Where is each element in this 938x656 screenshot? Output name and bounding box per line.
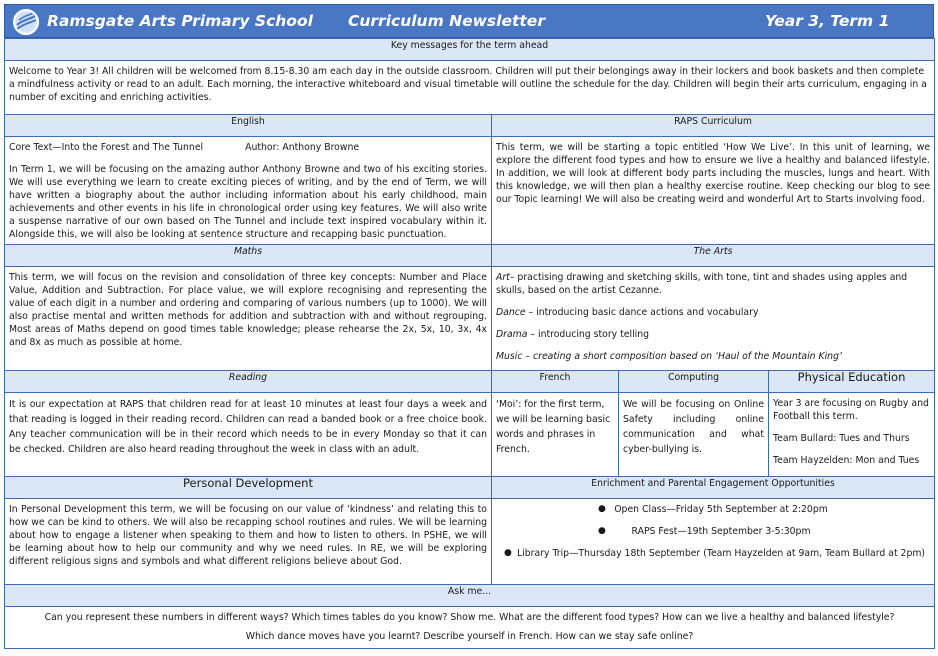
- year-term: Year 3, Term 1: [765, 12, 890, 30]
- maths-body: [5, 267, 492, 371]
- enrichment-heading: Enrichment and Parental Engagement Opportunities: [492, 477, 935, 499]
- enrichment-item-text: Library Trip—Thursday 18th September (Team Hayzelden at 9am, Team Bullard at 2pm): [516, 548, 926, 559]
- pe-heading: Physical Education: [769, 371, 935, 393]
- arts-art-text: – practising drawing and sketching skills, with tone, tint and shades using apples and skulls, based on the artist Cezanne.: [496, 272, 908, 296]
- enrichment-list: [504, 503, 930, 560]
- ask-me-body: [5, 607, 935, 649]
- enrichment-item-text: Open Class—Friday 5th September at 2:20pm: [614, 504, 828, 515]
- key-messages-heading: Key messages for the term ahead: [5, 39, 935, 61]
- bullet-icon: ●: [598, 504, 606, 514]
- enrichment-item: [512, 503, 930, 516]
- maths-text: This term, we will focus on the revision and consolidation of three key concepts: Number and Place Value, Addition and Subtraction. For place value, we will explore recognising and representing the value of each digit in a number and ordering and comparing of various numbers (up to 1000). We will also practise mental and written methods for addition and subtraction with and without regrouping. Most areas of Maths depend on good times table knowledge; please rehearse the 2x, 5x, 10, 3x, 4x and 8x as much as possible at home.: [9, 272, 487, 348]
- reading-text: It is our expectation at RAPS that children read for at least 10 minutes at least four days a week and that reading is logged in their reading record. Children can read a banded book or a free choice book. Any teacher communication will be in their record which needs to be in every Monday so that it can be checked. Children are also heard reading throughout the week in class with an adult.: [9, 399, 487, 455]
- school-name: Ramsgate Arts Primary School: [47, 12, 313, 30]
- arts-music-label: Music: [496, 351, 523, 362]
- english-core-text: Core Text—Into the Forest and The Tunnel: [9, 142, 204, 153]
- pe-team-hayzelden: Team Hayzelden: Mon and Tues: [773, 455, 920, 466]
- enrichment-body: [492, 499, 935, 585]
- enrichment-item: [504, 547, 930, 560]
- personal-heading: Personal Development: [5, 477, 492, 499]
- ask-me-line-2: Which dance moves have you learnt? Describe yourself in French. How can we stay safe online?: [245, 631, 694, 642]
- reading-body: [5, 393, 492, 477]
- computing-heading: Computing: [619, 371, 769, 393]
- newsletter-grid: [4, 38, 935, 649]
- enrichment-item: [512, 525, 930, 538]
- raps-body: [492, 137, 935, 245]
- pe-text: Year 3 are focusing on Rugby and Football this term.: [773, 398, 929, 422]
- computing-body: [619, 393, 769, 477]
- french-body: [492, 393, 619, 477]
- key-messages-text: Welcome to Year 3! All children will be welcomed from 8.15-8.30 am each day in the outside classroom. Children will put their belongings away in their lockers and book baskets and then complete a mindfulness activity or read to an adult. Each morning, the interactive whiteboard and visual timetable will outline the schedule for the day. Children will begin their arts curriculum, engaging in a number of exciting and enriching activities.: [9, 66, 927, 103]
- english-body: [5, 137, 492, 245]
- arts-music-line: [496, 350, 930, 363]
- french-text: ‘Moi’: for the first term, we will be learning basic words and phrases in French.: [496, 399, 611, 455]
- reading-heading: Reading: [5, 371, 492, 393]
- arts-heading: The Arts: [492, 245, 935, 267]
- arts-drama-text: – introducing story telling: [527, 329, 650, 340]
- arts-dance-text: – introducing basic dance actions and vocabulary: [525, 307, 759, 318]
- newsletter-banner: [4, 4, 934, 38]
- arts-dance-label: Dance: [496, 307, 526, 318]
- newsletter-title: Curriculum Newsletter: [348, 12, 545, 30]
- school-logo-icon: [13, 9, 39, 35]
- maths-heading: Maths: [5, 245, 492, 267]
- arts-music-text: – creating a short composition based on ‘Haul of the Mountain King’: [522, 351, 842, 362]
- arts-drama-line: [496, 328, 930, 341]
- pe-team-bullard: Team Bullard: Tues and Thurs: [773, 433, 910, 444]
- french-heading: French: [492, 371, 619, 393]
- english-core-line: [9, 141, 487, 154]
- ask-me-line-1: Can you represent these numbers in different ways? Which times tables do you know? Show me. What are the different food types? How can we live a healthy and balanced lifestyle?: [44, 612, 895, 623]
- computing-text: We will be focusing on Online Safety including online communication and what cyber-bullying is.: [623, 399, 764, 455]
- bullet-icon: ●: [504, 548, 512, 558]
- enrichment-item-text: RAPS Fest—19th September 3-5:30pm: [631, 526, 811, 537]
- raps-text: This term, we will be starting a topic entitled ‘How We Live’. In this unit of learning, we explore the different food types and how to ensure we live a healthy and balanced lifestyle. In addition, we will look at different body parts including the muscles, lungs and heart. With this knowledge, we will then plan a healthy exercise routine. Keep checking our blog to see our Topic learning! We will also be creating weird and wonderful Art to Starts involving food.: [496, 142, 931, 205]
- arts-drama-label: Drama: [496, 329, 528, 340]
- key-messages-body: [5, 61, 935, 115]
- arts-art-line: [496, 271, 930, 297]
- raps-heading: RAPS Curriculum: [492, 115, 935, 137]
- english-text: In Term 1, we will be focusing on the amazing author Anthony Browne and two of his exciting stories. We will use everything we learn to create exciting pieces of writing, and by the end of Term, we will have written a biography about the author including information about his early childhood, main achievements and other events in his life in chronological order using key features. We will also write a suspense narrative of our own based on The Tunnel and include text inspired vocabulary within it. Alongside this, we will also be looking at sentence structure and recapping basic punctuation.: [9, 164, 487, 240]
- personal-text: In Personal Development this term, we will be focusing on our value of ‘kindness’ and relating this to how we can be kind to others. We will also be recapping school routines and rules. We will be learning about how to engage a listener when speaking to them and how to listen to others. In PSHE, we will be learning about how to help our community and why we need rules. In RE, we will be exploring different religious signs and symbols and what different religions believe about God.: [9, 504, 487, 567]
- english-heading: English: [5, 115, 492, 137]
- bullet-icon: ●: [598, 526, 606, 536]
- english-author: Author: Anthony Browne: [245, 142, 360, 153]
- arts-art-label: Art: [496, 272, 510, 283]
- pe-body: [769, 393, 935, 477]
- arts-dance-line: [496, 306, 930, 319]
- ask-me-heading: Ask me...: [5, 585, 935, 607]
- arts-body: [492, 267, 935, 371]
- personal-body: [5, 499, 492, 585]
